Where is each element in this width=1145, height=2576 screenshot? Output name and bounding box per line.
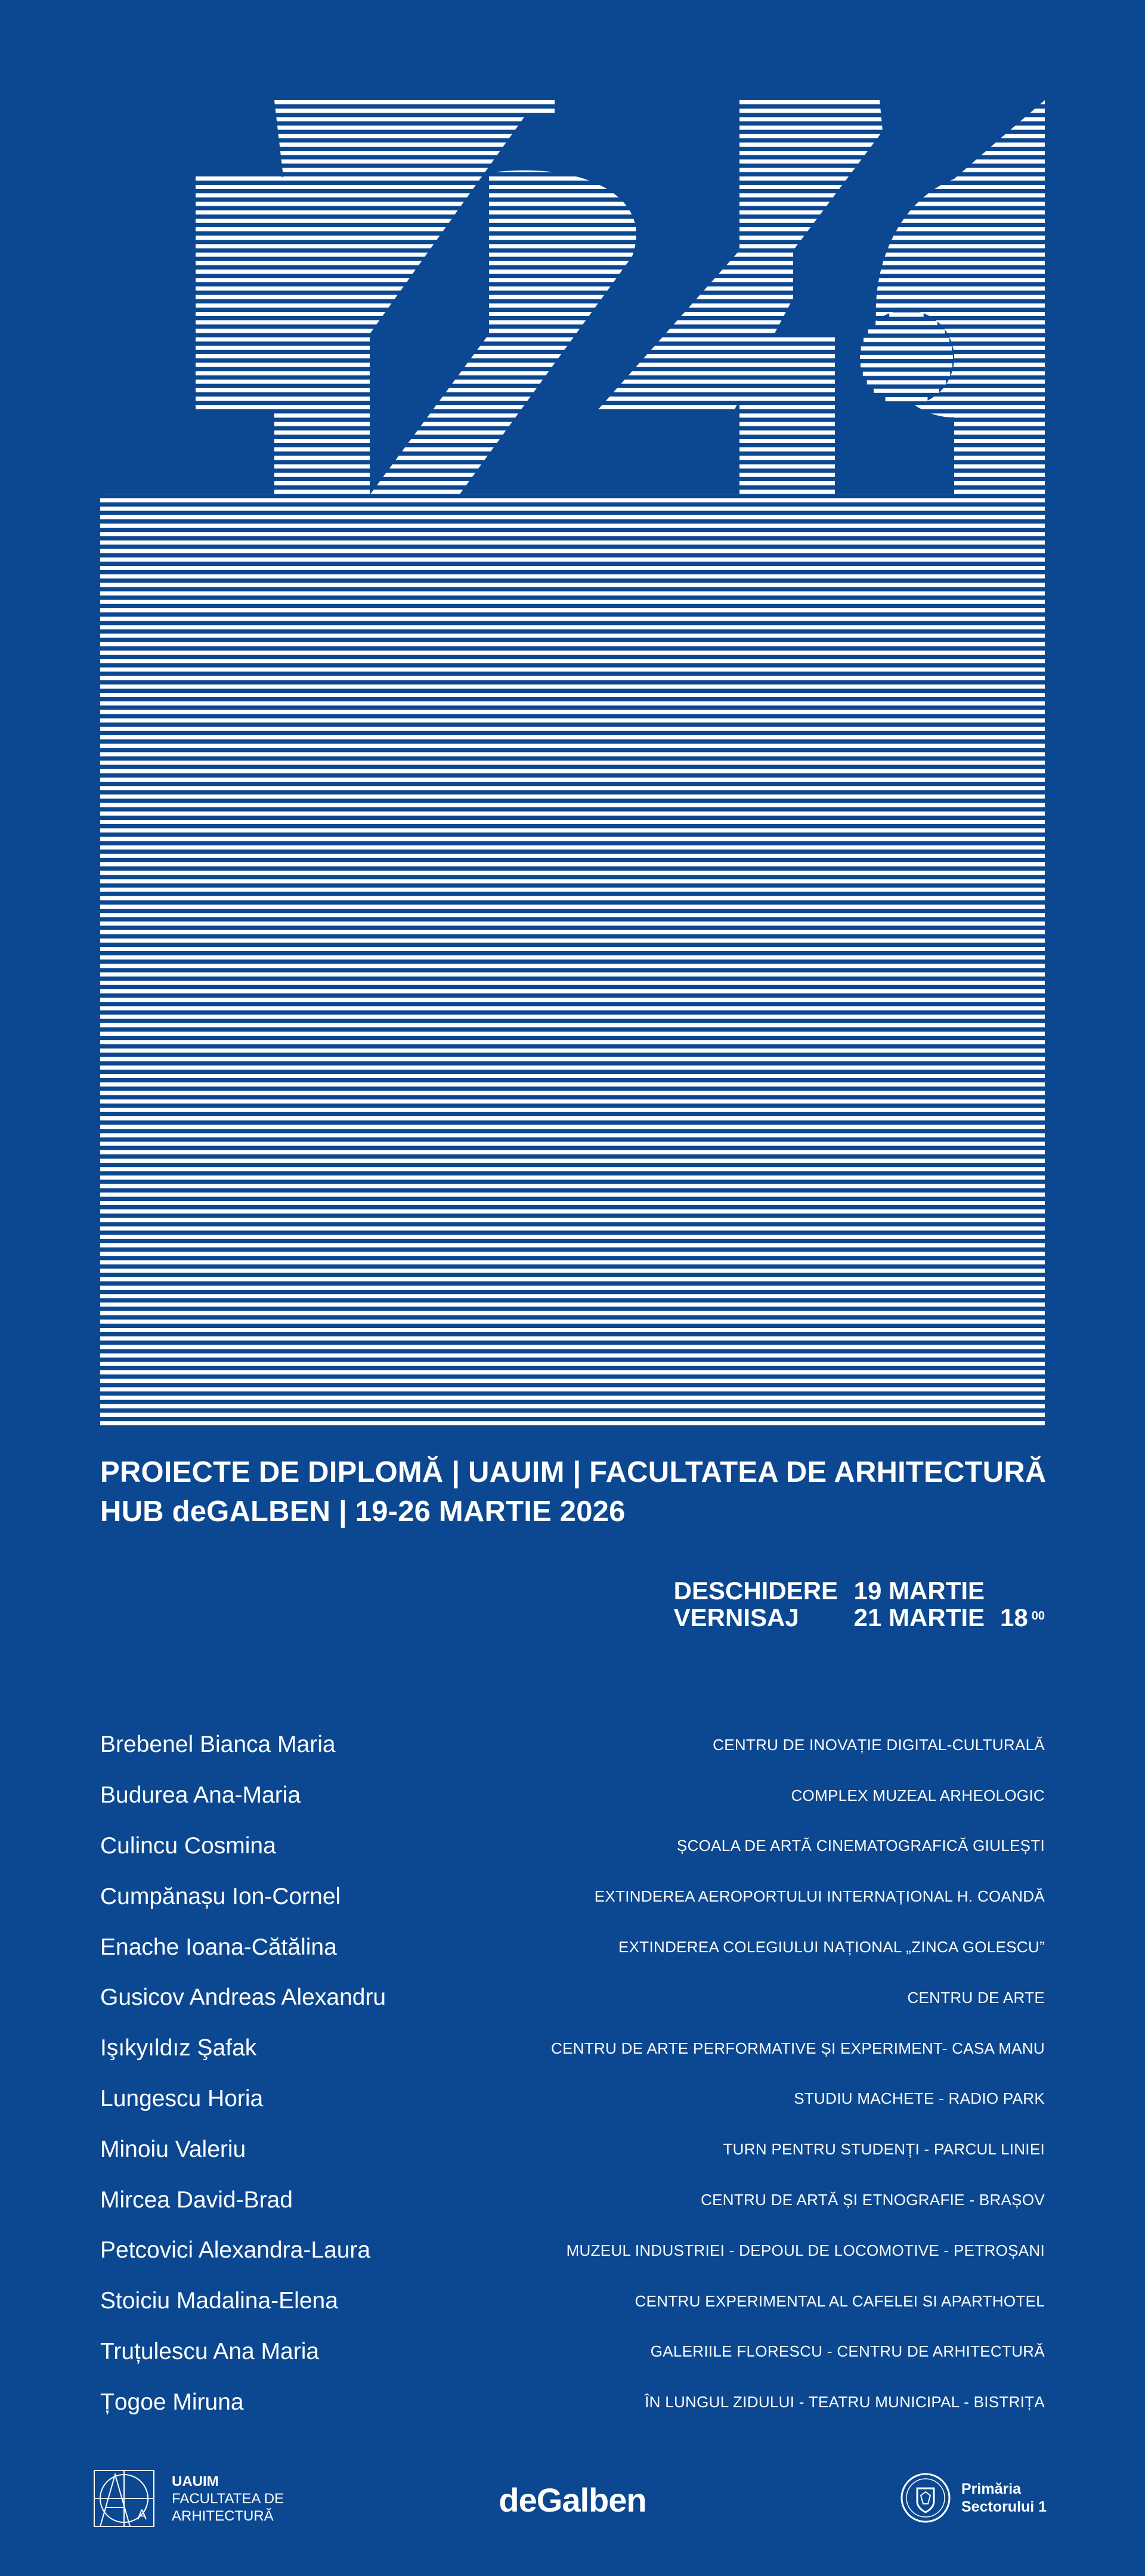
project-row (100, 2276, 1045, 2327)
counter-stripe (867, 380, 946, 385)
vernissage-time (1000, 1604, 1045, 1631)
stripe-line (0, 1387, 1145, 1391)
stripe-line (0, 329, 1145, 333)
stripe-line (0, 193, 1145, 197)
student-name: Gusicov Andreas Alexandru (100, 1984, 386, 2011)
stripe-line (0, 304, 1145, 308)
stripe-line (0, 1108, 1145, 1112)
stripe-line (0, 354, 1145, 358)
stripe-line (0, 236, 1145, 240)
stripe-line (0, 1218, 1145, 1222)
student-name: Țogoe Miruna (100, 2389, 244, 2415)
vernissage-minutes: 00 (1031, 1609, 1045, 1623)
student-name: Minoiu Valeriu (100, 2136, 246, 2162)
stripe-line (0, 1100, 1145, 1104)
stripe-line (0, 1243, 1145, 1247)
stripe-line (0, 473, 1145, 477)
header-subtitle: HUB deGALBEN | 19-26 MARTIE 2026 (100, 1496, 626, 1528)
stripe-line (0, 583, 1145, 587)
stripe-line (0, 320, 1145, 324)
stripe-line (0, 1320, 1145, 1324)
stripe-line (0, 905, 1145, 909)
stripe-line (0, 388, 1145, 392)
stripe-line (0, 1277, 1145, 1281)
project-list (100, 1720, 1045, 2428)
stripe-line (0, 685, 1145, 689)
stripe-line (0, 820, 1145, 824)
stripe-line (0, 1286, 1145, 1290)
project-row (100, 2327, 1045, 2377)
stripe-line (0, 803, 1145, 807)
counter-stripe (889, 312, 924, 317)
stripe-line (0, 973, 1145, 977)
opening-date: 19 MARTIE (853, 1577, 985, 1605)
schedule-opening (674, 1577, 1045, 1604)
project-row (100, 2225, 1045, 2276)
primaria-line2: Sectorului 1 (961, 2498, 1047, 2515)
stripe-line (0, 202, 1145, 206)
header-title: PROIECTE DE DIPLOMĂ | UAUIM | FACULTATEA DE ARHITECTURĂ (100, 1456, 1047, 1488)
stripe-line (0, 1066, 1145, 1070)
project-title: EXTINDEREA AEROPORTULUI INTERNAȚIONAL H. COANDĂ (594, 1887, 1045, 1906)
stripe-line (0, 1269, 1145, 1273)
project-title: CENTRU EXPERIMENTAL AL CAFELEI SI APARTHOTEL (635, 2292, 1045, 2310)
stripe-line (0, 761, 1145, 765)
stripe-line (0, 346, 1145, 350)
project-row (100, 1770, 1045, 1821)
stripe-line (0, 1370, 1145, 1374)
student-name: Stoiciu Madalina-Elena (100, 2288, 338, 2314)
stripe-line (0, 185, 1145, 189)
project-title: CENTRU DE INOVAȚIE DIGITAL-CULTURALĂ (713, 1735, 1045, 1754)
stripe-line (0, 752, 1145, 756)
stripe-line (0, 413, 1145, 417)
stripe-line (0, 1142, 1145, 1146)
uauim-emblem-letter: A (137, 2507, 147, 2523)
stripe-line (0, 295, 1145, 299)
stripe-line (0, 253, 1145, 257)
stripe-line (0, 1227, 1145, 1231)
stripe-line (0, 1125, 1145, 1129)
stripe-line (0, 481, 1145, 485)
stripe-line (0, 1379, 1145, 1383)
stripe-line (0, 109, 1145, 113)
stripe-line (0, 1091, 1145, 1095)
opening-label: DESCHIDERE (673, 1577, 838, 1605)
stripe-line (0, 1336, 1145, 1340)
uauim-name: UAUIM (172, 2473, 219, 2490)
stripe-line (0, 549, 1145, 553)
stripe-line (0, 794, 1145, 798)
student-name: Işıkyıldız Şafak (100, 2035, 257, 2061)
stripe-line (0, 964, 1145, 968)
stripe-line (0, 244, 1145, 248)
stripe-line (0, 1345, 1145, 1349)
project-title: MUZEUL INDUSTRIEI - DEPOUL DE LOCOMOTIVE - PETROȘANI (566, 2241, 1045, 2259)
stripe-line (0, 143, 1145, 147)
stripe-line (0, 1150, 1145, 1154)
counter-stripe (886, 397, 928, 401)
stripe-line (0, 515, 1145, 519)
stripe-line (0, 498, 1145, 502)
stripe-line (0, 456, 1145, 460)
stripe-line (0, 921, 1145, 925)
project-row (100, 2377, 1045, 2428)
stripe-line (0, 1082, 1145, 1086)
stripe-line (0, 854, 1145, 858)
stripe-line (0, 126, 1145, 130)
stripe-line (0, 1354, 1145, 1358)
schedule (674, 1577, 1045, 1631)
stripe-line (0, 371, 1145, 375)
vernissage-label: VERNISAJ (673, 1603, 799, 1631)
stripe-line (0, 1421, 1145, 1425)
stripe-line (0, 592, 1145, 596)
counter-stripe (863, 371, 950, 376)
student-name: Mircea David-Brad (100, 2187, 293, 2213)
stripe-line (0, 1252, 1145, 1256)
stripe-line (0, 1159, 1145, 1163)
stripe-line (0, 1302, 1145, 1306)
stripe-line (0, 532, 1145, 536)
stripe-line (0, 397, 1145, 401)
stripe-line (0, 786, 1145, 790)
stripe-line (0, 524, 1145, 528)
project-row (100, 2074, 1045, 2125)
counter-stripe (864, 338, 949, 342)
stripe-line (0, 1404, 1145, 1408)
counter-stripe (861, 346, 952, 351)
stripe-line (0, 1201, 1145, 1205)
stripe-line (0, 1006, 1145, 1010)
stripe-line (0, 719, 1145, 723)
project-row (100, 1973, 1045, 2023)
counter-stripe (875, 321, 937, 325)
stripe-line (0, 862, 1145, 866)
stripe-line (0, 1235, 1145, 1239)
vernissage-hour: 18 (1000, 1603, 1028, 1631)
project-title: CENTRU DE ARTE PERFORMATIVE ȘI EXPERIMENT- CASA MANU (551, 2039, 1045, 2057)
faculty-line2: ARHITECTURĂ (172, 2507, 274, 2524)
primaria-crest-icon (899, 2472, 952, 2524)
project-title: COMPLEX MUZEAL ARHEOLOGIC (791, 1786, 1045, 1804)
primaria-line1: Primăria (961, 2481, 1022, 2497)
stripe-line (0, 439, 1145, 443)
stripe-line (0, 1413, 1145, 1417)
stripe-line (0, 1032, 1145, 1036)
stripe-line (0, 210, 1145, 215)
project-title: CENTRU DE ARTE (907, 1988, 1045, 2007)
stripe-line (0, 117, 1145, 121)
stripe-line (0, 710, 1145, 714)
student-name: Truțulescu Ana Maria (100, 2338, 320, 2364)
stripe-line (0, 600, 1145, 604)
stripe-line (0, 261, 1145, 265)
stripe-line (0, 1260, 1145, 1264)
stripe-line (0, 405, 1145, 409)
stripe-line (0, 617, 1145, 621)
event-header (100, 1453, 1045, 1531)
student-name: Petcovici Alexandra-Laura (100, 2237, 371, 2264)
stripe-line (0, 701, 1145, 705)
stripe-line (0, 693, 1145, 697)
stripe-line (0, 507, 1145, 511)
project-row (100, 1821, 1045, 1872)
stripe-line (0, 168, 1145, 172)
stripe-line (0, 465, 1145, 469)
stripe-line (0, 338, 1145, 342)
stripe-line (0, 1040, 1145, 1044)
stripe-line (0, 846, 1145, 850)
stripe-line (0, 270, 1145, 274)
stripe-line (0, 1193, 1145, 1197)
stripe-line (0, 778, 1145, 782)
stripe-line (0, 1015, 1145, 1019)
stripe-line (0, 1167, 1145, 1171)
stripe-line (0, 642, 1145, 646)
stripe-line (0, 380, 1145, 384)
stripe-line (0, 769, 1145, 773)
project-row (100, 2175, 1045, 2225)
stripe-line (0, 177, 1145, 181)
stripe-line (0, 286, 1145, 290)
project-row (100, 1720, 1045, 1770)
stripe-line (0, 159, 1145, 163)
student-name: Budurea Ana-Maria (100, 1782, 301, 1809)
stripe-line (0, 1057, 1145, 1061)
stripe-line (0, 871, 1145, 875)
stripe-line (0, 227, 1145, 231)
stripe-line (0, 219, 1145, 223)
stripe-line (0, 1175, 1145, 1179)
project-title: GALERIILE FLORESCU - CENTRU DE ARHITECTURĂ (650, 2342, 1045, 2361)
counter-stripe (868, 329, 945, 333)
stripe-line (0, 1294, 1145, 1298)
project-title: ȘCOALA DE ARTĂ CINEMATOGRAFICĂ GIULEȘTI (676, 1837, 1045, 1855)
stripe-line (0, 947, 1145, 951)
stripe-line (0, 1023, 1145, 1027)
stripe-line (0, 1074, 1145, 1078)
stripe-line (0, 151, 1145, 155)
stripe-line (0, 431, 1145, 435)
stripe-line (0, 981, 1145, 985)
stripe-line (0, 558, 1145, 562)
stripe-line (0, 828, 1145, 832)
stripe-line (0, 930, 1145, 934)
stripe-line (0, 1184, 1145, 1188)
stripe-line (0, 566, 1145, 570)
stripe-line (0, 1209, 1145, 1213)
stripe-line (0, 896, 1145, 900)
stripe-line (0, 879, 1145, 883)
stripe-line (0, 540, 1145, 544)
stripe-line (0, 1362, 1145, 1366)
stripe-line (0, 812, 1145, 816)
stripe-line (0, 1116, 1145, 1120)
project-title: EXTINDEREA COLEGIULUI NAȚIONAL „ZINCA GOLESCU” (618, 1938, 1045, 1956)
faculty-line1: FACULTATEA DE (172, 2490, 284, 2507)
stripe-line (0, 134, 1145, 138)
stripe-line (0, 913, 1145, 917)
project-row (100, 2023, 1045, 2074)
student-name: Cumpănașu Ion-Cornel (100, 1883, 341, 1909)
project-title: TURN PENTRU STUDENȚI - PARCUL LINIEI (723, 2140, 1045, 2159)
stripe-line (0, 837, 1145, 841)
project-title: STUDIU MACHETE - RADIO PARK (794, 2089, 1045, 2108)
project-row (100, 1922, 1045, 1973)
primaria-logo (899, 2472, 1047, 2524)
stripe-line (0, 744, 1145, 748)
student-name: Enache Ioana-Cătălina (100, 1934, 337, 1960)
stripe-line (0, 659, 1145, 663)
stripe-line (0, 625, 1145, 629)
stripe-line (0, 1311, 1145, 1315)
stripe-line (0, 955, 1145, 959)
stripe-line (0, 490, 1145, 494)
student-name: Brebenel Bianca Maria (100, 1732, 336, 1758)
stripe-line (0, 422, 1145, 426)
stripe-line (0, 447, 1145, 451)
stripe-line (0, 278, 1145, 282)
counter-stripe (874, 389, 939, 393)
stripe-line (0, 998, 1145, 1002)
stripe-line (0, 1048, 1145, 1052)
student-name: Lungescu Horia (100, 2085, 264, 2111)
stripe-line (0, 634, 1145, 638)
vernissage-date: 21 MARTIE (853, 1603, 985, 1631)
stripe-line (0, 100, 1145, 104)
stripe-line (0, 735, 1145, 739)
counter-stripe (861, 363, 952, 367)
stripe-line (0, 676, 1145, 680)
stripe-line (0, 989, 1145, 993)
stripe-line (0, 667, 1145, 671)
stripe-line (0, 363, 1145, 367)
stripe-line (0, 574, 1145, 578)
degalben-logo: deGalben (499, 2481, 646, 2519)
stripe-line (0, 608, 1145, 612)
stripe-line (0, 939, 1145, 943)
stripe-line (0, 312, 1145, 316)
project-row (100, 1871, 1045, 1922)
student-name: Culincu Cosmina (100, 1832, 276, 1859)
project-row (100, 2124, 1045, 2175)
primaria-text (961, 2480, 1047, 2516)
stripe-line (0, 1396, 1145, 1400)
project-title: CENTRU DE ARTĂ ȘI ETNOGRAFIE - BRAȘOV (701, 2191, 1045, 2209)
stripe-line (0, 1328, 1145, 1332)
project-title: ÎN LUNGUL ZIDULUI - TEATRU MUNICIPAL - BISTRIȚA (645, 2393, 1045, 2411)
stripe-line (0, 1133, 1145, 1137)
stripe-line (0, 651, 1145, 655)
stripe-line (0, 727, 1145, 731)
stripe-line (0, 888, 1145, 892)
schedule-vernissage (674, 1604, 1045, 1631)
counter-stripe (860, 355, 953, 359)
